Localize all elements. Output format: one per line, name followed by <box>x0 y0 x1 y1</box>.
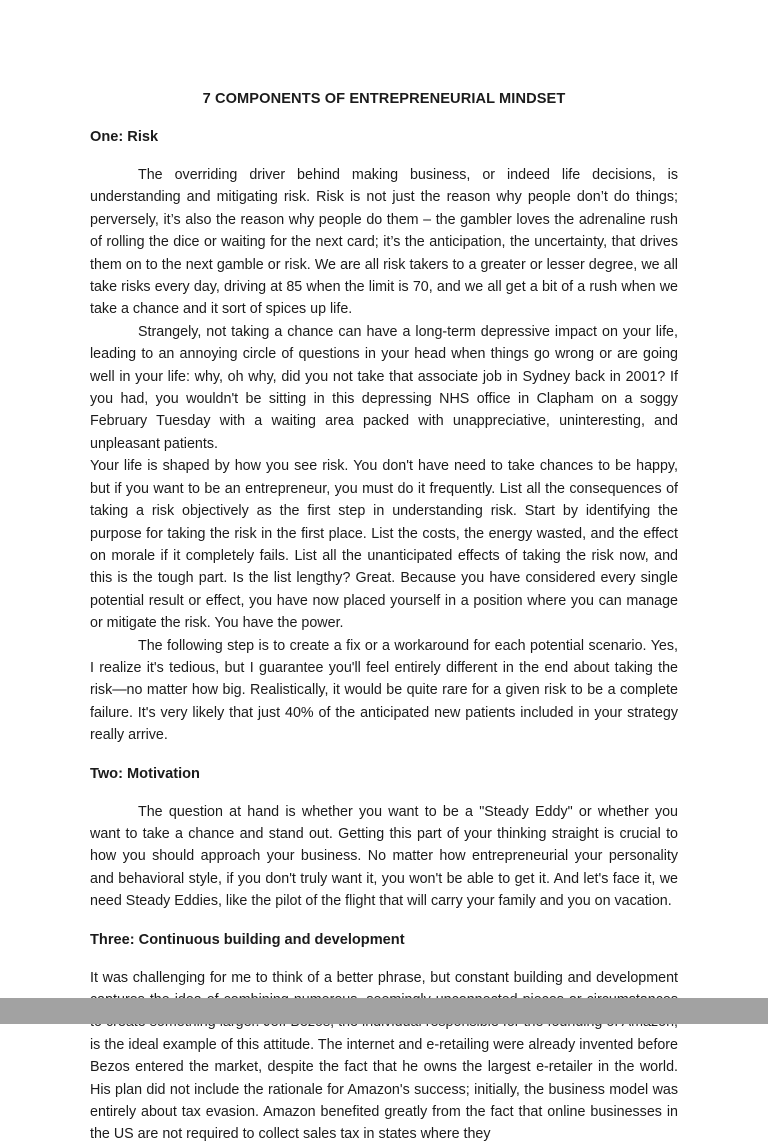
section-heading-three-continuous-building: Three: Continuous building and development <box>90 931 405 948</box>
paragraph: Strangely, not taking a chance can have a long-term depressive impact on your life, leading to an annoying circle of questions in your head when things go wrong or are going well in your life: why, oh why, did you not take that associate job in Sydney back in 2001? If you had, you wouldn't be sitting in this depressing NHS office in Clapham on a soggy February Tuesday with a waiting area packed with unappreciative, uninteresting, and unpleasant patients. <box>90 323 678 452</box>
paragraph: It was challenging for me to think of a better phrase, but constant building and development is the ideal example of this attitude. The internet and e-retailing were already invented before Bezos entered the market, despite the fact that he owns the largest e-retailer in the world. His plan did not include the rationale for Amazon's success; initially, the business model was entirely about tax evasion. Amazon benefited greatly from the fact that online businesses in the US are not required to collect sales tax in states where they <box>90 969 678 1143</box>
paragraph: Your life is shaped by how you see risk. You don't have need to take chances to be happy, but if you want to be an entrepreneur, you must do it frequently. List all the consequences of taking a risk objectively as the first step in understanding risk. Start by identifying the purpose for taking the risk in the first place. List the costs, the energy wasted, and the effect on morale if it completely fails. List all the unanticipated effects of taking the risk now, and this is the tough part. Is the list lengthy? Great. Because you have considered every single potential result or effect, you have now placed yourself in a position where you can manage or mitigate the risk. You have the power. <box>90 458 678 632</box>
section-heading-two-motivation: Two: Motivation <box>90 765 200 782</box>
section-heading-one-risk: One: Risk <box>90 129 159 145</box>
document-title: 7 COMPONENTS OF ENTREPRENEURIAL MINDSET <box>202 91 566 107</box>
page-gap <box>0 998 768 1024</box>
paragraph: The question at hand is whether you want to be a "Steady Eddy" or whether you want to take a chance and stand out. Getting this part of your thinking straight is crucial to how you should approach your business. No matter how entrepreneurial your personality and behavioral style, if you don't truly want it, you won't be able to get it. And let's face it, we need Steady Eddies, like the pilot of the flight that will carry your family and you on vacation. <box>90 803 678 910</box>
paragraph: The overriding driver behind making business, or indeed life decisions, is understanding and mitigating risk. Risk is not just the reason why people don’t do things; perversely, it’s also the reason why people do them – the gambler loves the adrenaline rush of rolling the dice or waiting for the next card; it’s the anticipation, the uncertainty, that drives them on to the next gamble or risk. We are all risk takers to a greater or lesser degree, we all take risks every day, driving at 85 when the limit is 70, and we all get a bit of a rush when we take a chance and it sort of spices up life. <box>90 167 678 318</box>
paragraph: The following step is to create a fix or a workaround for each potential scenario. Yes, I realize it's tedious, but I guarantee you'll feel entirely different in the end about taking the risk—no matter how big. Realistically, it would be quite rare for a given risk to be a complete failure. It's very likely that just 40% of the anticipated new patients included in your strategy really arrive. <box>90 637 678 744</box>
